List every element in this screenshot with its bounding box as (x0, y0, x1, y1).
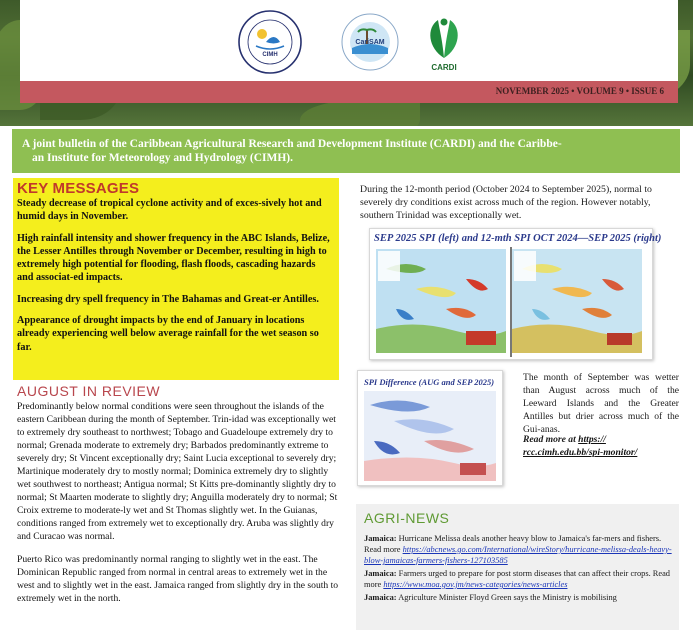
foliage-decoration (300, 100, 420, 126)
svg-text:CariSAM: CariSAM (355, 39, 385, 46)
spi-map-title: SEP 2025 SPI (left) and 12-mth SPI OCT 2024—SEP 2025 (right) (374, 233, 662, 244)
logo-panel (20, 0, 678, 81)
spi-monitor-link[interactable]: https:// rcc.cimh.edu.bb/spi-monitor/ (523, 434, 638, 458)
agri-news-title: AGRI-NEWS (364, 510, 450, 526)
key-message: High rainfall intensity and shower frequency in the ABC Islands, Belize, the Lesser Antilles through November or December, resulting in high to extremely high potential for flooding, flash floods, cascading hazards and associat-ed impacts. (17, 232, 330, 284)
news-link[interactable]: https://abcnews.go.com/International/wireStory/hurricane-melissa-deals-heavy-blow-jamaicas-farmers-fishers-127103585 (364, 545, 672, 565)
twelve-month-summary: During the 12-month period (October 2024 to September 2025), normal to severely dry conditions exist across much of the region. However notably, southern Trinidad was exceptionally wet. (360, 184, 652, 221)
news-place: Jamaica: (364, 593, 397, 602)
cimh-logo (232, 8, 308, 78)
twelve-month-spi-map (512, 249, 642, 353)
banner-line-2: an Institute for Meteorology and Hydrology (CIMH). (32, 152, 293, 164)
carisam-logo (340, 8, 400, 78)
review-paragraph: Predominantly below normal conditions were seen throughout the islands of the eastern Caribbean during the month of September. Trin-idad was exceptionally wet to extremely dry southeast to northwest; Tobago and Guadeloupe extremely dry to normal; Grenada moderate to extremely dry; Barbados predominantly extreme to severely dry; St Vincent exceptionally dry; Saint Lucia exceptional to severely dry; Martinique moderately dry to mostly normal; Dominica extremely dry to slightly wet southwest to northeast; Antigua normal; St Kitts pre-dominantly slightly dry to normal; St Maarten moderate to slightly dry; Anguilla moderately dry to normal; St Croix extreme to moderate-ly wet and St Thomas slightly wet. In the Guianas, conditions ranged from extremely wet to exceptionally dry. Aruba was slightly dry and Curacao was normal. (17, 401, 338, 542)
bulletin-banner (12, 129, 680, 173)
news-link[interactable]: https://www.moa.gov.jm/news-categories/news-articles (383, 580, 568, 589)
review-title: AUGUST IN REVIEW (17, 383, 161, 399)
september-summary: The month of September was wetter than August across much of the Leeward Islands and the Greater Antilles but drier across much of the Gui-anas. (523, 372, 679, 435)
spi-difference-title: SPI Difference (AUG and SEP 2025) (364, 377, 495, 387)
news-place: Jamaica: (364, 534, 397, 543)
read-more (523, 433, 679, 459)
agri-news-box (356, 504, 679, 630)
news-text: Farmers urged to prepare for post storm diseases that can affect their crops. Read more (364, 569, 670, 589)
news-text: Agriculture Minister Floyd Green says the Ministry is mobilising (396, 593, 617, 602)
spi-map-figure (369, 228, 662, 360)
news-item (364, 533, 672, 566)
svg-text:CIMH: CIMH (262, 52, 278, 58)
svg-text:CARDI: CARDI (431, 63, 457, 72)
key-message: Steady decrease of tropical cyclone activity and of exces-sively hot and humid days in November. (17, 198, 322, 223)
sep-spi-map (376, 249, 506, 353)
news-text: Hurricane Melissa deals another heavy blow to Jamaica's far-mers and fishers. Read more (364, 534, 662, 554)
agri-news-list (364, 533, 672, 605)
key-messages-box (13, 178, 339, 380)
news-item (364, 568, 672, 590)
masthead (0, 0, 693, 126)
spi-difference-figure (357, 370, 503, 486)
news-item (364, 592, 672, 603)
key-message: Appearance of drought impacts by the end of January in locations already experiencing well below average rainfall for the wet season so far. (17, 315, 319, 353)
news-place: Jamaica: (364, 569, 397, 578)
read-more-label: Read more at (523, 434, 579, 445)
key-messages-title: KEY MESSAGES (17, 180, 140, 197)
banner-line-1: A joint bulletin of the Caribbean Agricultural Research and Development Institute (CARDI) and the Caribbe- (22, 138, 562, 150)
review-body (17, 400, 341, 615)
key-message: Increasing dry spell frequency in The Bahamas and Great-er Antilles. (17, 293, 319, 305)
review-paragraph: Puerto Rico was predominantly normal ranging to slightly wet in the east. The Dominican Republic ranged from normal in central areas to extremely wet in the west and to slightly wet in the east. Jamaica ranged from slightly dry in the south to extremely wet in the north. (17, 554, 339, 604)
spi-difference-map (364, 391, 496, 481)
cardi-logo (420, 8, 468, 78)
issue-info: NOVEMBER 2025 • VOLUME 9 • ISSUE 6 (20, 81, 678, 103)
